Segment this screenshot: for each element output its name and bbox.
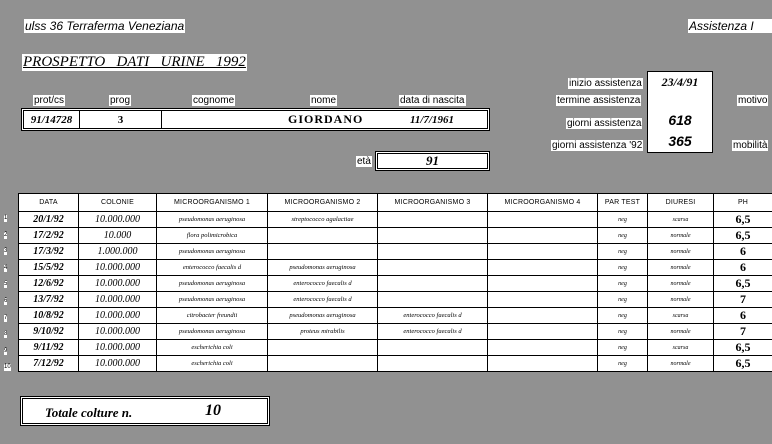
giorni-value: 618 bbox=[668, 112, 692, 128]
nome-label: nome bbox=[311, 95, 337, 106]
cell-data: 10/8/92 bbox=[19, 308, 79, 324]
cell-m3: enterococco faecalis d bbox=[378, 308, 488, 324]
totale-value: 10 bbox=[205, 402, 221, 419]
header-micro3: MICROORGANISMO 3 bbox=[378, 194, 488, 212]
cell-m2 bbox=[268, 244, 378, 260]
cell-m3 bbox=[378, 340, 488, 356]
assist-box bbox=[647, 71, 713, 153]
cell-m2 bbox=[268, 356, 378, 372]
nascita-value: 11/7/1961 bbox=[410, 113, 455, 126]
cell-ph: 6,5 bbox=[714, 212, 772, 228]
cognome-value: GIORDANO bbox=[288, 112, 364, 126]
cell-diuresi: scarsa bbox=[648, 340, 714, 356]
cell-m2: streptococco agalactiae bbox=[268, 212, 378, 228]
cell-m4 bbox=[488, 276, 598, 292]
cell-m4 bbox=[488, 244, 598, 260]
motivo-label: motivo bbox=[738, 95, 768, 106]
eta-box bbox=[375, 151, 490, 171]
cell-m3 bbox=[378, 356, 488, 372]
cell-m4 bbox=[488, 212, 598, 228]
eta-value: 91 bbox=[426, 153, 439, 168]
prot-value: 91/14728 bbox=[24, 111, 80, 128]
cell-m1: pseudomonas aeruginosa bbox=[157, 244, 268, 260]
row-number: 5 bbox=[4, 281, 8, 288]
cell-colonie: 10.000.000 bbox=[79, 292, 157, 308]
cell-ph: 6,5 bbox=[714, 356, 772, 372]
cell-m1: pseudomonas aeruginosa bbox=[157, 212, 268, 228]
cell-m1: escherichia coli bbox=[157, 356, 268, 372]
row-number: 2 bbox=[4, 231, 8, 238]
cell-m3 bbox=[378, 228, 488, 244]
cell-m3 bbox=[378, 292, 488, 308]
cell-ph: 6,5 bbox=[714, 276, 772, 292]
header-ph: PH bbox=[714, 194, 772, 212]
cell-data: 12/6/92 bbox=[19, 276, 79, 292]
cell-diuresi: scarsa bbox=[648, 308, 714, 324]
row-number: 6 bbox=[4, 298, 8, 304]
cell-ph: 7 bbox=[714, 324, 772, 340]
table-row bbox=[19, 244, 772, 260]
cell-m4 bbox=[488, 340, 598, 356]
cell-m1: escherichia coli bbox=[157, 340, 268, 356]
patient-record bbox=[21, 108, 490, 131]
cell-m2: enterococco faecalis d bbox=[268, 276, 378, 292]
cell-diuresi: normale bbox=[648, 276, 714, 292]
cell-data: 20/1/92 bbox=[19, 212, 79, 228]
cell-m2: enterococco faecalis d bbox=[268, 292, 378, 308]
cell-par: neg bbox=[598, 356, 648, 372]
prog-value: 3 bbox=[80, 111, 162, 128]
cell-m2: pseudomonas aeruginosa bbox=[268, 260, 378, 276]
table-row bbox=[19, 356, 772, 372]
cell-colonie: 1.000.000 bbox=[79, 244, 157, 260]
mobilita-label: mobilità bbox=[733, 140, 768, 151]
header-micro2: MICROORGANISMO 2 bbox=[268, 194, 378, 212]
row-number: 9 bbox=[4, 347, 8, 354]
prot-label: prot/cs bbox=[34, 95, 65, 106]
cell-m4 bbox=[488, 356, 598, 372]
cell-colonie: 10.000.000 bbox=[79, 356, 157, 372]
cell-diuresi: normale bbox=[648, 244, 714, 260]
table-row bbox=[19, 324, 772, 340]
cell-m1: pseudomonas aeruginosa bbox=[157, 324, 268, 340]
cell-m3 bbox=[378, 212, 488, 228]
totale-label: Totale colture n. bbox=[45, 405, 133, 420]
eta-label: età bbox=[357, 156, 371, 167]
cell-data: 17/3/92 bbox=[19, 244, 79, 260]
cell-par: neg bbox=[598, 340, 648, 356]
cell-m4 bbox=[488, 308, 598, 324]
giorni92-label: giorni assistenza '92 bbox=[552, 140, 643, 151]
cell-data: 7/12/92 bbox=[19, 356, 79, 372]
giorni92-value: 365 bbox=[668, 133, 692, 149]
cell-ph: 6,5 bbox=[714, 228, 772, 244]
cell-data: 9/11/92 bbox=[19, 340, 79, 356]
ulss-label: ulss 36 Terraferma Veneziana bbox=[25, 19, 185, 33]
cell-m1: pseudomonas aeruginosa bbox=[157, 292, 268, 308]
cell-par: neg bbox=[598, 244, 648, 260]
page-title: PROSPETTO DATI URINE 1992 bbox=[23, 54, 246, 70]
cell-m2: proteus mirabilis bbox=[268, 324, 378, 340]
row-number: 7 bbox=[4, 314, 8, 321]
cell-ph: 6 bbox=[714, 308, 772, 324]
cell-m3: enterococco faecalis d bbox=[378, 324, 488, 340]
cell-colonie: 10.000.000 bbox=[79, 340, 157, 356]
header-colonie: COLONIE bbox=[79, 194, 157, 212]
table-row bbox=[19, 260, 772, 276]
cell-par: neg bbox=[598, 276, 648, 292]
inizio-label: inizio assistenza bbox=[569, 78, 642, 89]
cell-colonie: 10.000.000 bbox=[79, 212, 157, 228]
cell-m2: pseudomonas aeruginosa bbox=[268, 308, 378, 324]
table-row bbox=[19, 276, 772, 292]
termine-label: termine assistenza bbox=[557, 95, 641, 106]
table-header-row bbox=[19, 194, 772, 212]
header-data: DATA bbox=[19, 194, 79, 212]
table-row bbox=[19, 292, 772, 308]
cell-m3 bbox=[378, 276, 488, 292]
cognome-label: cognome bbox=[193, 95, 235, 106]
header-micro4: MICROORGANISMO 4 bbox=[488, 194, 598, 212]
cell-diuresi: scarsa bbox=[648, 212, 714, 228]
cell-m2 bbox=[268, 340, 378, 356]
cell-m1: pseudomonas aeruginosa bbox=[157, 276, 268, 292]
cell-ph: 6 bbox=[714, 260, 772, 276]
cell-colonie: 10.000.000 bbox=[79, 260, 157, 276]
giorni-label: giorni assistenza bbox=[567, 118, 642, 129]
cell-diuresi: normale bbox=[648, 324, 714, 340]
cell-par: neg bbox=[598, 308, 648, 324]
cell-ph: 7 bbox=[714, 292, 772, 308]
name-cell bbox=[162, 111, 487, 128]
cell-data: 17/2/92 bbox=[19, 228, 79, 244]
cell-data: 9/10/92 bbox=[19, 324, 79, 340]
table-row bbox=[19, 212, 772, 228]
header-partest: PAR TEST bbox=[598, 194, 648, 212]
totale-box bbox=[20, 396, 270, 426]
cell-m1: enterococco faecalis d bbox=[157, 260, 268, 276]
row-number: 10 bbox=[4, 364, 11, 371]
cell-colonie: 10.000.000 bbox=[79, 276, 157, 292]
cell-m4 bbox=[488, 292, 598, 308]
cell-m1: flora polimicrobica bbox=[157, 228, 268, 244]
cell-data: 13/7/92 bbox=[19, 292, 79, 308]
cell-ph: 6,5 bbox=[714, 340, 772, 356]
cell-data: 15/5/92 bbox=[19, 260, 79, 276]
cell-diuresi: normale bbox=[648, 260, 714, 276]
cell-m2 bbox=[268, 228, 378, 244]
cell-diuresi: normale bbox=[648, 292, 714, 308]
cell-diuresi: normale bbox=[648, 228, 714, 244]
cell-par: neg bbox=[598, 228, 648, 244]
cell-m3 bbox=[378, 244, 488, 260]
cell-m4 bbox=[488, 228, 598, 244]
cell-m4 bbox=[488, 260, 598, 276]
header-diuresi: DIURESI bbox=[648, 194, 714, 212]
cell-par: neg bbox=[598, 324, 648, 340]
prog-label: prog bbox=[110, 95, 131, 106]
row-number: 3 bbox=[4, 248, 8, 255]
cell-colonie: 10.000.000 bbox=[79, 308, 157, 324]
cell-m3 bbox=[378, 260, 488, 276]
table-row bbox=[19, 340, 772, 356]
assistenza-label: Assistenza I bbox=[688, 19, 772, 33]
cell-par: neg bbox=[598, 292, 648, 308]
nascita-label: data di nascita bbox=[400, 95, 465, 106]
cell-m4 bbox=[488, 324, 598, 340]
cell-diuresi: normale bbox=[648, 356, 714, 372]
table-row bbox=[19, 308, 772, 324]
cell-ph: 6 bbox=[714, 244, 772, 260]
inizio-value: 23/4/91 bbox=[661, 75, 699, 89]
cell-colonie: 10.000 bbox=[79, 228, 157, 244]
cell-par: neg bbox=[598, 260, 648, 276]
cell-m1: citrobacter freundii bbox=[157, 308, 268, 324]
row-number: 1 bbox=[4, 215, 8, 221]
table-row bbox=[19, 228, 772, 244]
urine-table bbox=[18, 193, 772, 372]
row-number: 4 bbox=[4, 264, 8, 271]
cell-par: neg bbox=[598, 212, 648, 228]
cell-colonie: 10.000.000 bbox=[79, 324, 157, 340]
header-micro1: MICROORGANISMO 1 bbox=[157, 194, 268, 212]
row-number: 8 bbox=[4, 331, 8, 338]
